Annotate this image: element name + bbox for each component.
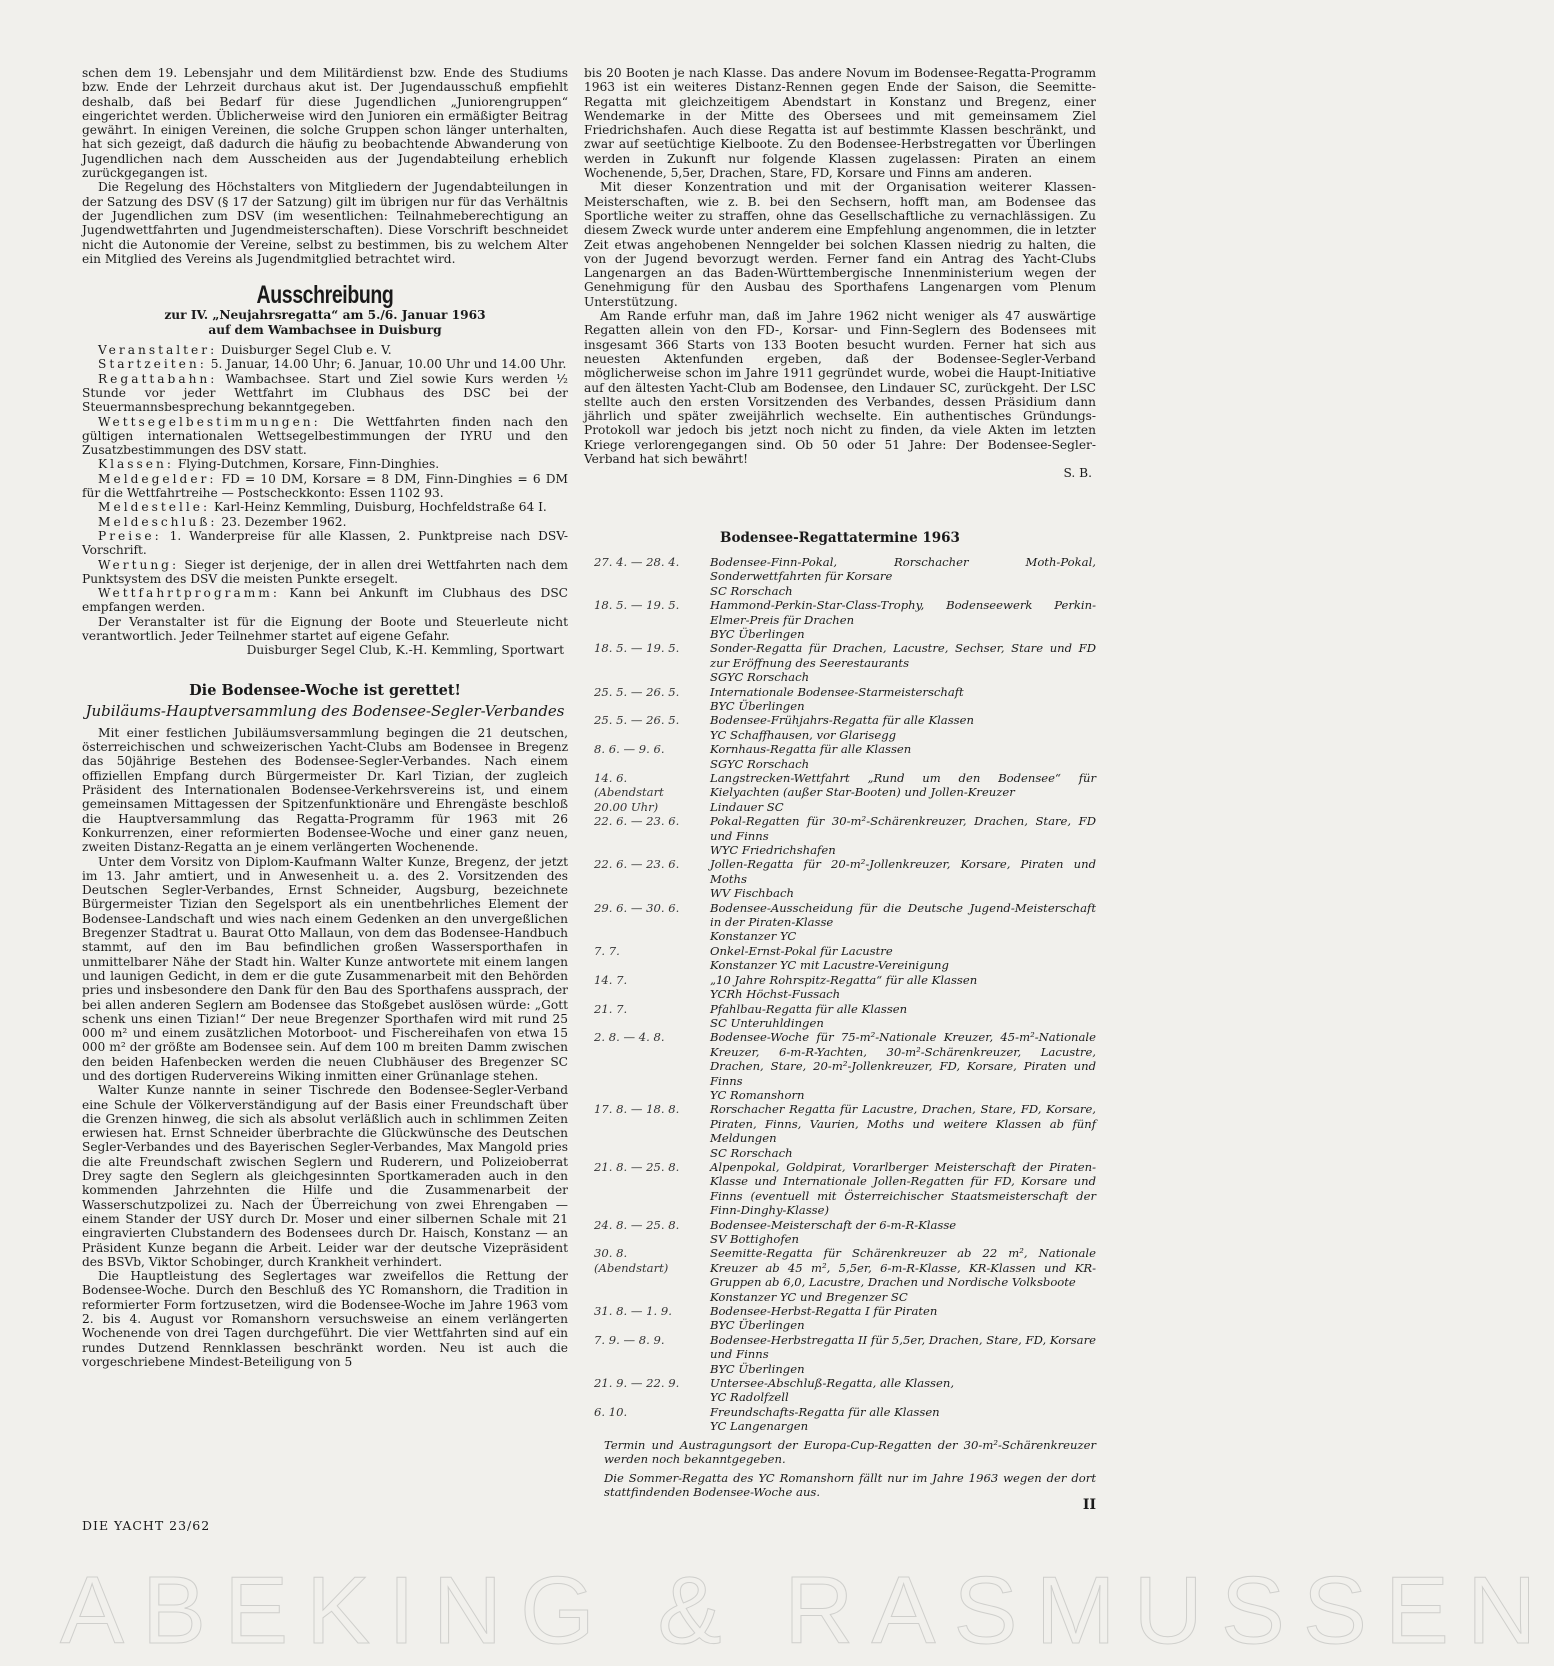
schedule-date: 27. 4. — 28. 4.: [594, 554, 680, 569]
schedule-row: [584, 598, 1096, 641]
schedule-club: YC Romanshorn: [710, 1087, 805, 1102]
ausschreibung-item-label: Regattabahn:: [98, 371, 218, 386]
schedule-row: [584, 901, 1096, 944]
schedule-event-cell: [710, 901, 1096, 944]
schedule-club: BYC Überlingen: [710, 1361, 805, 1376]
ausschreibung-item-text: Karl-Heinz Kemmling, Duisburg, Hochfeldstraße 64 I.: [210, 500, 547, 515]
ausschreibung-item-text: 5. Januar, 14.00 Uhr; 6. Januar, 10.00 Uhr und 14.00 Uhr.: [206, 357, 567, 372]
article-paragraph-2: Unter dem Vorsitz von Diplom-Kaufmann Walter Kunze, Bregenz, der jetzt im 13. Jahr amtiert, und in Anwesenheit u. a. des 2. Vorsitzenden des Deutschen Segler-Verbandes, Ernst Schneider, Augsburg, bezeichnete Bürgermeister Tizian den Segelsport als ein unentbehrliches Element der Bodensee-Landschaft und wies nach einem Gedenken an den unvergeßlichen Bregenzer Stadtrat u. Baurat Otto Mallaun, von dem das Bodensee-Handbuch stammt, auf den im Bau befindlichen großen Wassersporthafen in unmittelbarer Nähe der Stadt hin. Walter Kunze antwortete mit einem langen und launigen Gedicht, in dem er die gute Zusammenarbeit mit den Behörden pries und insbesondere den Dank für den Bau des Sporthafens aussprach, der bei allen anderen Seglern am Bodensee das Stoßgebet auslösen würde: „Gott schenk uns einen Tizian!“ Der neue Bregenzer Sporthafen wird mit rund 25 000 m² und einem zusätzlichen Motorboot- und Fischereihafen von etwa 15 000 m² der größte am Bodensee sein. Auf dem 100 m breiten Damm zwischen den beiden Hafenbecken werden die neuen Clubhäuser des Bregenzer SC und des dortigen Rudervereins Wiking inmitten einer Grünanlage stehen.: [82, 854, 568, 1083]
schedule-row: [584, 1246, 1096, 1304]
schedule-date: 14. 7.: [594, 972, 628, 987]
schedule-row: [584, 1405, 1096, 1434]
schedule-event-cell: [710, 1002, 1096, 1031]
ausschreibung-item-text: Kann bei Ankunft im Clubhaus des DSC empfangen werden.: [82, 586, 568, 615]
ausschreibung-item: [82, 343, 568, 357]
schedule-date: 18. 5. — 19. 5.: [594, 598, 680, 613]
schedule-club: YC Schaffhausen, vor Glarisegg: [710, 727, 897, 742]
schedule-event-cell: [710, 1405, 1096, 1434]
schedule-event: Onkel-Ernst-Pokal für Lacustre: [710, 943, 893, 958]
schedule-row: [584, 1304, 1096, 1333]
schedule-date: 21. 9. — 22. 9.: [594, 1376, 680, 1391]
intro-paragraph-2: Die Regelung des Höchstalters von Mitgliedern der Jugendabteilungen in der Satzung des DSV (§ 17 der Satzung) gilt im übrigen nur für das Verhältnis der Jugendlichen zum DSV (im wesentlichen: Teilnahmeberechtigung an Jugendwettfahrten und Jugendmeisterschaften). Diese Vorschrift beschneidet nicht die Autonomie der Vereine, selbst zu bestimmen, bis zu welchem Alter ein Mitglied des Vereins als Jugendmitglied betrachtet wird.: [82, 180, 568, 266]
schedule-row: [584, 1002, 1096, 1031]
ausschreibung-item: [82, 515, 568, 529]
schedule-club: SGYC Rorschach: [710, 670, 810, 685]
schedule-row: [584, 857, 1096, 900]
ausschreibung-headline: Ausschreibung: [256, 281, 394, 310]
ausschreibung-item: [82, 472, 568, 501]
schedule-event-cell: [710, 973, 1096, 1002]
right-paragraph-3: Am Rande erfuhr man, daß im Jahre 1962 nicht weniger als 47 auswärtige Regatten allein von den FD-, Korsar- und Finn-Seglern des Bodensees mit insgesamt 366 Starts von 133 Booten besucht wurden. Ferner hat sich aus neuesten Aktenfunden ergeben, daß der Bodensee-Segler-Verband möglicherweise schon im Jahre 1911 gegründet wurde, wobei die Haupt-Initiative auf den ältesten Yacht-Club am Bodensee, den Lindauer SC, zurückgeht. Der LSC stellte auch den ersten Vorsitzenden des Verbandes, dessen Präsidium dann jährlich und später zweijährlich wechselte. Ein authentisches Gründungs-Protokoll war jedoch bis jetzt noch nicht zu finden, da viele Akten im letzten Kriege verlorengegangen sind. Ob 50 oder 51 Jahre: Der Bodensee-Segler-Verband hat sich bewährt!: [584, 309, 1096, 467]
schedule-row: [584, 944, 1096, 973]
intro-paragraph-1: schen dem 19. Lebensjahr und dem Militärdienst bzw. Ende des Studiums bzw. Ende der Lehrzeit durchaus akut ist. Der Jugendausschuß empfiehlt deshalb, daß bei Bedarf für diese Jugendlichen „Juniorengruppen“ eingerichtet werden. Üblicherweise wird den Junioren ein ermäßigter Beitrag gewährt. In einigen Vereinen, die solche Gruppen schon länger unterhalten, hat sich gezeigt, daß dadurch die häufig zu beobachtende Abwanderung von Jugendlichen nach dem Ausscheiden aus der Jugendabteilung erheblich zurückgegangen ist.: [82, 66, 568, 181]
schedule-club: BYC Überlingen: [710, 698, 805, 713]
schedule-row: [584, 1102, 1096, 1160]
schedule-event: Seemitte-Regatta für Schärenkreuzer ab 22 m², Nationale Kreuzer ab 45 m², 5,5er, 6-m-R-Klasse, KR-Klassen und KR-Gruppen ab 6,0, Lacustre, Drachen und Nordische Volksboote: [710, 1246, 1096, 1290]
schedule-event: Rorschacher Regatta für Lacustre, Drachen, Stare, FD, Korsare, Piraten, Finns, Vaurien, Moths und weitere Klassen ab fünf Meldungen: [710, 1102, 1096, 1146]
schedule-event: Pfahlbau-Regatta für alle Klassen: [710, 1001, 908, 1016]
schedule-club: WYC Friedrichshafen: [710, 843, 836, 858]
right-paragraph-1: bis 20 Booten je nach Klasse. Das andere Novum im Bodensee-Regatta-Programm 1963 ist ein weiteres Distanz-Rennen gegen Ende der Saison, die Seemitte-Regatta mit gleichzeitigem Abendstart in Konstanz und Bregenz, einer Wendemarke in der Mitte des Obersees und mit gemeinsamem Ziel Friedrichshafen. Auch diese Regatta ist auf bestimmte Klassen beschränkt, und zwar auf seetüchtige Kielboote. Zu den Bodensee-Herbstregatten vor Überlingen werden in Zukunft nur folgende Klassen zugelassen: Piraten an einem Wochenende, 5,5er, Drachen, Stare, FD, Korsare und Finns am anderen.: [584, 66, 1096, 181]
author-initials: S. B.: [1063, 466, 1092, 481]
magazine-footer: DIE YACHT 23/62: [82, 1518, 211, 1533]
watermark-logo: ABEKING & RASMUSSEN: [60, 1557, 1554, 1664]
schedule-event: Sonder-Regatta für Drachen, Lacustre, Sechser, Stare und FD zur Eröffnung des Seerestaurants: [710, 641, 1096, 670]
schedule-date: 21. 8. — 25. 8.: [594, 1159, 680, 1174]
schedule-event: Bodensee-Herbstregatta II für 5,5er, Drachen, Stare, FD, Korsare und Finns: [710, 1332, 1096, 1362]
ausschreibung-item-label: Wettsegelbestimmungen:: [98, 414, 321, 429]
schedule-club: SC Rorschach: [710, 583, 793, 598]
schedule-event-cell: [710, 1160, 1096, 1218]
schedule-row: [584, 685, 1096, 714]
schedule-club: Lindauer SC: [710, 799, 784, 814]
schedule-event-cell: [710, 1304, 1096, 1333]
schedule-event: Bodensee-Meisterschaft der 6-m-R-Klasse: [710, 1217, 957, 1232]
schedule-event: Bodensee-Finn-Pokal, Rorschacher Moth-Pokal, Sonderwettfahrten für Korsare: [710, 554, 1096, 584]
schedule-event: Jollen-Regatta für 20-m²-Jollenkreuzer, Korsare, Piraten und Moths: [710, 857, 1096, 886]
ausschreibung-item-text: Duisburger Segel Club e. V.: [217, 343, 392, 358]
ausschreibung-item-text: Die Wettfahrten finden nach den gültigen internationalen Wettsegelbestimmungen der IYRU und den Zusatzbestimmungen des DSV statt.: [82, 414, 568, 458]
schedule-event: Untersee-Abschluß-Regatta, alle Klassen,: [710, 1376, 955, 1391]
schedule-row: [584, 1160, 1096, 1218]
schedule-club: SGYC Rorschach: [710, 756, 810, 771]
schedule-row: [584, 1333, 1096, 1376]
schedule-event-cell: [710, 944, 1096, 973]
article-paragraph-1: Mit einer festlichen Jubiläumsversammlung begingen die 21 deutschen, österreichischen und schweizerischen Yacht-Clubs am Bodensee in Bregenz das 50jährige Bestehen des Bodensee-Segler-Verbandes. Nach einem offiziellen Empfang durch Bürgermeister Dr. Karl Tizian, der zugleich Präsident des Internationalen Bodensee-Verkehrsvereins ist, und einem gemeinsamen Mittagessen der Spitzenfunktionäre und Ehrengäste beschloß die Hauptversammlung das Regatta-Programm für 1963 mit 26 Konkurrenzen, einer reformierten Bodensee-Woche und einer ganz neuen, zweiten Distanz-Regatta an je einem verlängerten Wochenende.: [82, 725, 568, 855]
schedule-event: Bodensee-Frühjahrs-Regatta für alle Klassen: [710, 713, 974, 728]
ausschreibung-item-label: Meldestelle:: [98, 500, 211, 515]
schedule-note-2: Die Sommer-Regatta des YC Romanshorn fällt nur im Jahre 1963 wegen der dort stattfindenden Bodensee-Woche aus.: [604, 1470, 1096, 1499]
ausschreibung-closing: Der Veranstalter ist für die Eignung der Boote und Steuerleute nicht verantwortlich. Jeder Teilnehmer startet auf eigene Gefahr.: [82, 614, 568, 643]
schedule-event-cell: [710, 1333, 1096, 1376]
article-title: Die Bodensee-Woche ist gerettet!: [189, 681, 461, 699]
schedule-row: [584, 641, 1096, 684]
schedule-event-cell: [710, 1376, 1096, 1405]
schedule-event-cell: [710, 685, 1096, 714]
ausschreibung-item-label: Veranstalter:: [98, 343, 218, 358]
schedule-date: 29. 6. — 30. 6.: [594, 900, 680, 915]
schedule-event-cell: [710, 641, 1096, 684]
schedule-event: Bodensee-Woche für 75-m²-Nationale Kreuzer, 45-m²-Nationale Kreuzer, 6-m-R-Yachten, 30-m²-Schärenkreuzer, Lacustre, Drachen, Stare, 20-m²-Jollenkreuzer, FD, Korsare, Piraten und Finns: [710, 1030, 1096, 1088]
ausschreibung-item: [82, 415, 568, 458]
schedule-date: 25. 5. — 26. 5.: [594, 713, 680, 728]
schedule-event: Hammond-Perkin-Star-Class-Trophy, Bodenseewerk Perkin-Elmer-Preis für Drachen: [710, 598, 1096, 627]
ausschreibung-item-label: Wettfahrtprogramm:: [98, 586, 280, 601]
schedule-club: Konstanzer YC mit Lacustre-Vereinigung: [710, 958, 949, 973]
ausschreibung-item-text: 1. Wanderpreise für alle Klassen, 2. Punktpreise nach DSV-Vorschrift.: [82, 528, 568, 558]
schedule-club: BYC Überlingen: [710, 626, 805, 641]
schedule-date: 8. 6. — 9. 6.: [594, 742, 665, 757]
schedule-club: YC Radolfzell: [710, 1390, 789, 1405]
schedule-event-cell: [710, 713, 1096, 742]
ausschreibung-item-label: Meldegelder:: [98, 471, 217, 486]
left-column: [82, 66, 568, 1369]
ausschreibung-item: [82, 529, 568, 558]
schedule-event: Bodensee-Herbst-Regatta I für Piraten: [710, 1304, 938, 1319]
ausschreibung-item-text: FD = 10 DM, Korsare = 8 DM, Finn-Dinghies = 6 DM für die Wettfahrtreihe — Postscheckkonto: Essen 1102 93.: [82, 471, 568, 501]
schedule-event: „10 Jahre Rohrspitz-Regatta“ für alle Klassen: [710, 972, 978, 987]
schedule-event: Langstrecken-Wettfahrt „Rund um den Bodensee“ für Kielyachten (außer Star-Booten) und Jollen-Kreuzer: [710, 771, 1096, 800]
schedule-event: Kornhaus-Regatta für alle Klassen: [710, 742, 912, 757]
schedule-row: [584, 771, 1096, 814]
schedule-row: [584, 1376, 1096, 1405]
ausschreibung-signature: Duisburger Segel Club, K.-H. Kemmling, Sportwart: [246, 643, 564, 658]
schedule-event: Pokal-Regatten für 30-m²-Schärenkreuzer, Drachen, Stare, FD und Finns: [710, 814, 1096, 843]
schedule-date: 22. 6. — 23. 6.: [594, 814, 680, 829]
schedule-event-cell: [710, 814, 1096, 857]
ausschreibung-item-label: Meldeschluß:: [98, 514, 218, 529]
ausschreibung-item: [82, 558, 568, 587]
schedule-event-cell: [710, 555, 1096, 598]
schedule-event-cell: [710, 598, 1096, 641]
schedule-club: SC Rorschach: [710, 1145, 793, 1160]
schedule-club: BYC Überlingen: [710, 1318, 805, 1333]
schedule-date: 31. 8. — 1. 9.: [594, 1304, 672, 1319]
schedule-row: [584, 814, 1096, 857]
schedule-date: 6. 10.: [594, 1404, 628, 1419]
schedule-row: [584, 1218, 1096, 1247]
ausschreibung-subhead-1: zur IV. „Neujahrsregatta“ am 5./6. Januar 1963: [164, 308, 486, 323]
ausschreibung-item-text: Sieger ist derjenige, der in allen drei Wettfahrten nach dem Punktsystem des DSV die meisten Punkte ersegelt.: [82, 557, 568, 586]
article-paragraph-4: Die Hauptleistung des Seglertages war zweifellos die Rettung der Bodensee-Woche. Durch den Beschluß des YC Romanshorn, die Tradition in reformierter Form fortzusetzen, wird die Bodensee-Woche im Jahre 1963 vom 2. bis 4. August vor Romanshorn versuchsweise an einem verlängerten Wochenende von drei Tagen durchgeführt. Die vier Wettfahrten sind auf ein rundes Dutzend Rennklassen beschränkt worden. Neu ist auch die vorgeschriebene Mindest-Beteiligung von 5: [82, 1269, 568, 1369]
schedule-date: 21. 7.: [594, 1001, 628, 1016]
schedule-event: Internationale Bodensee-Starmeisterschaft: [710, 684, 964, 699]
ausschreibung-item-text: Flying-Dutchmen, Korsare, Finn-Dinghies.: [173, 457, 440, 472]
schedule-date: 7. 7.: [594, 943, 620, 958]
ausschreibung-item-label: Klassen:: [98, 457, 174, 472]
schedule-row: [584, 973, 1096, 1002]
schedule-event-cell: [710, 742, 1096, 771]
schedule-event: Alpenpokal, Goldpirat, Vorarlberger Meisterschaft der Piraten-Klasse und Internationale Jollen-Regatten für FD, Korsare und Finns (eventuell mit Österreichischer Staatsmeisterschaft der Finn-Dinghy-Klasse): [710, 1159, 1096, 1218]
right-paragraph-2: Mit dieser Konzentration und mit der Organisation weiterer Klassen-Meisterschaften, wie z. B. bei den Sechsern, hofft man, am Bodensee das Sportliche weiter zu straffen, ohne das Gesellschaftliche zu vernachlässigen. Zu diesem Zweck wurde unter anderem eine Empfehlung angenommen, die in letzter Zeit etwas angehobenen Nenngelder bei solchen Klassen niedrig zu halten, die von der Jugend bevorzugt werden. Ferner fand ein Antrag des Yacht-Clubs Langenargen an das Baden-Württembergische Innenministerium wegen der Genehmigung für den Ausbau des Sporthafens Langenargen vom Plenum Unterstützung.: [584, 180, 1096, 309]
schedule-event-cell: [710, 1218, 1096, 1247]
schedule-date: 7. 9. — 8. 9.: [594, 1332, 665, 1347]
schedule-title: Bodensee-Regattatermine 1963: [720, 529, 960, 546]
schedule-event-cell: [710, 1246, 1096, 1304]
schedule-date: 22. 6. — 23. 6.: [594, 857, 680, 872]
article-subtitle: Jubiläums-Hauptversammlung des Bodensee-Segler-Verbandes: [85, 701, 565, 720]
schedule-club: Konstanzer YC: [710, 929, 797, 944]
right-column: [584, 66, 1096, 1499]
schedule-event-cell: [710, 771, 1096, 814]
ausschreibung-items: [82, 343, 568, 615]
schedule-event: Bodensee-Ausscheidung für die Deutsche Jugend-Meisterschaft in der Piraten-Klasse: [710, 900, 1096, 930]
ausschreibung-item: [82, 357, 568, 371]
schedule-date: 30. 8. (Abendstart): [594, 1246, 669, 1275]
schedule-club: YCRh Höchst-Fussach: [710, 987, 841, 1002]
schedule-date: 2. 8. — 4. 8.: [594, 1030, 665, 1045]
schedule-row: [584, 1030, 1096, 1102]
ausschreibung-item: [82, 500, 568, 514]
schedule-row: [584, 742, 1096, 771]
schedule-list: [584, 555, 1096, 1434]
schedule-date: 24. 8. — 25. 8.: [594, 1217, 680, 1232]
page-number: II: [1082, 1497, 1096, 1513]
schedule-note-1: Termin und Austragungsort der Europa-Cup-Regatten der 30-m²-Schärenkreuzer werden noch bekanntgegeben.: [604, 1437, 1096, 1467]
ausschreibung-item: [82, 457, 568, 471]
schedule-club: SV Bottighofen: [710, 1232, 800, 1246]
ausschreibung-item: [82, 372, 568, 415]
schedule-date: 25. 5. — 26. 5.: [594, 684, 680, 699]
schedule-event: Freundschafts-Regatta für alle Klassen: [710, 1404, 940, 1419]
ausschreibung-item-text: Wambachsee. Start und Ziel sowie Kurs werden ½ Stunde vor jeder Wettfahrt im Clubhaus des DSC bei der Steuermannsbesprechung bekanntgegeben.: [82, 371, 568, 415]
ausschreibung-item-label: Startzeiten:: [98, 357, 207, 372]
schedule-club: SC Unteruhldingen: [710, 1015, 824, 1030]
ausschreibung-item-text: 23. Dezember 1962.: [217, 514, 347, 529]
schedule-club: WV Fischbach: [710, 886, 794, 901]
ausschreibung-item-label: Wertung:: [98, 557, 180, 572]
article-paragraph-3: Walter Kunze nannte in seiner Tischrede den Bodensee-Segler-Verband eine Schule der Völkerverständigung auf der Basis einer Freundschaft über die Grenzen hinweg, die sich als absolut verläßlich auch in schlimmen Zeiten erwiesen hat. Ernst Schneider überbrachte die Glückwünsche des Deutschen Segler-Verbandes und des Bayerischen Segler-Verbandes, Max Mangold pries die alte Freundschaft zwischen Seglern und Ruderern, und Polizeioberrat Drey sagte den Seglern als gleichgesinnten Sportkameraden auch in den kommenden Jahrzehnten die Hilfe und die Zusammenarbeit der Wasserschutzpolizei zu. Nach der Überreichung von zwei Ehrengaben — einem Stander der USY durch Dr. Moser und einer silbernen Schale mit 21 eingravierten Clubstandern des Bodensees durch Dr. Haisch, Konstanz — an Präsident Kunze begann die Arbeit. Leider war der deutsche Vizepräsident des BSVb, Viktor Schobinger, durch Krankheit verhindert.: [82, 1083, 568, 1269]
schedule-row: [584, 555, 1096, 598]
schedule-date: 18. 5. — 19. 5.: [594, 641, 680, 656]
schedule-club: YC Langenargen: [710, 1419, 809, 1434]
schedule-date: 17. 8. — 18. 8.: [594, 1102, 680, 1117]
ausschreibung-item: [82, 586, 568, 615]
schedule-event-cell: [710, 1102, 1096, 1160]
schedule-club: Konstanzer YC und Bregenzer SC: [710, 1289, 908, 1304]
schedule-date: 14. 6. (Abendstart 20.00 Uhr): [594, 771, 664, 814]
schedule-event-cell: [710, 857, 1096, 900]
schedule-event-cell: [710, 1030, 1096, 1102]
ausschreibung-item-label: Preise:: [98, 528, 162, 543]
ausschreibung-subhead-2: auf dem Wambachsee in Duisburg: [208, 322, 442, 337]
schedule-row: [584, 713, 1096, 742]
